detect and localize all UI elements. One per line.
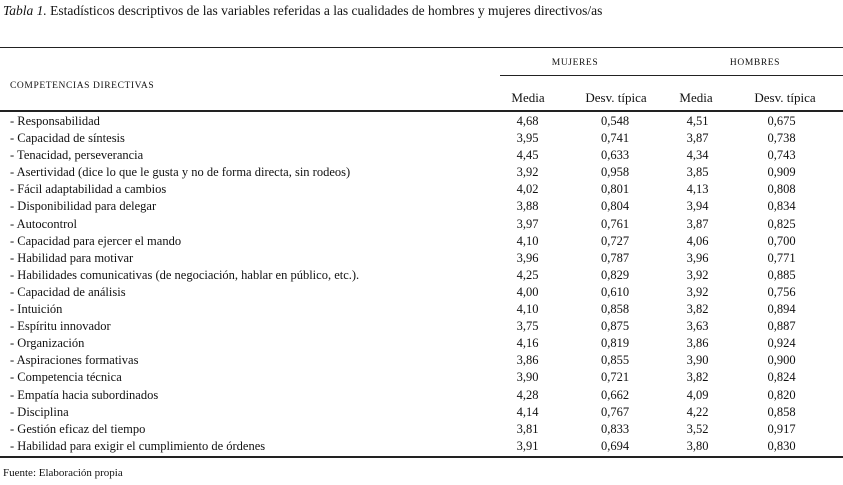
- cell-value: 0,741: [600, 131, 630, 146]
- group-hombres: HOMBRES: [729, 58, 781, 68]
- table-row: [0, 438, 843, 455]
- cell-value: 0,738: [767, 131, 796, 146]
- table-row: [0, 164, 843, 181]
- table-row: [0, 198, 843, 215]
- cell-value: 3,52: [686, 421, 709, 436]
- cell-value: 3,87: [686, 131, 709, 146]
- row-label: - Capacidad de síntesis: [10, 131, 125, 146]
- row-label: - Autocontrol: [10, 216, 78, 231]
- cell-value: 4,10: [516, 233, 539, 248]
- table-row: [0, 181, 843, 198]
- cell-value: 3,92: [516, 165, 539, 180]
- cell-value: 0,909: [767, 165, 796, 180]
- row-label: - Asertividad (dice lo que le gusta y no de forma directa, sin rodeos): [10, 165, 351, 180]
- cell-value: 3,96: [686, 250, 709, 265]
- table-row: [0, 284, 843, 301]
- cell-value: 0,834: [767, 199, 796, 214]
- cell-value: 4,13: [686, 182, 709, 197]
- table-row: [0, 250, 843, 267]
- table-row: [0, 233, 843, 250]
- cell-value: 3,87: [686, 216, 709, 231]
- cell-value: 0,787: [600, 250, 630, 265]
- col-media-mujeres: Media: [511, 90, 545, 105]
- cell-value: 3,96: [516, 250, 539, 265]
- cell-value: 4,16: [516, 336, 539, 351]
- cell-value: 4,00: [516, 284, 539, 299]
- cell-value: 0,875: [600, 319, 630, 334]
- cell-value: 4,25: [516, 267, 539, 282]
- table-row: [0, 335, 843, 352]
- table-row: [0, 267, 843, 284]
- cell-value: 3,82: [686, 302, 709, 317]
- col-desv-mujeres: Desv. típica: [585, 90, 647, 105]
- cell-value: 0,771: [767, 250, 796, 265]
- cell-value: 3,91: [516, 438, 539, 453]
- cell-value: 0,830: [767, 438, 796, 453]
- cell-value: 4,34: [686, 148, 709, 163]
- cell-value: 0,825: [767, 216, 796, 231]
- cell-value: 4,14: [516, 404, 539, 419]
- cell-value: 0,662: [600, 387, 630, 402]
- row-label: - Competencia técnica: [10, 370, 122, 385]
- cell-value: 3,95: [516, 131, 539, 146]
- cell-value: 3,82: [686, 370, 709, 385]
- cell-value: 0,958: [600, 165, 630, 180]
- table-row: [0, 301, 843, 318]
- row-label: - Fácil adaptabilidad a cambios: [10, 182, 167, 197]
- row-label: - Responsabilidad: [10, 114, 100, 128]
- table-row: [0, 216, 843, 233]
- row-label: - Habilidad para motivar: [10, 250, 134, 265]
- row-label: - Disciplina: [10, 404, 69, 419]
- group-mujeres: MUJERES: [551, 58, 599, 68]
- cell-value: 0,808: [767, 182, 796, 197]
- cell-value: 4,02: [516, 182, 539, 197]
- cell-value: 0,824: [767, 370, 796, 385]
- cell-value: 3,92: [686, 284, 709, 299]
- cell-value: 4,10: [516, 302, 539, 317]
- row-label: - Capacidad de análisis: [10, 284, 126, 299]
- cell-value: 0,700: [767, 233, 796, 248]
- row-label: - Tenacidad, perseverancia: [10, 148, 144, 163]
- row-label: - Espíritu innovador: [10, 319, 111, 334]
- cell-value: 0,743: [767, 148, 796, 163]
- cell-value: 3,63: [686, 319, 709, 334]
- cell-value: 0,894: [767, 302, 796, 317]
- cell-value: 0,858: [600, 302, 630, 317]
- row-header: COMPETENCIAS DIRECTIVAS: [10, 81, 155, 91]
- caption-text: Estadísticos descriptivos de las variables referidas a las cualidades de hombres y mujeres directivos/as: [50, 3, 603, 18]
- cell-value: 0,727: [600, 233, 630, 248]
- cell-value: 4,45: [516, 148, 539, 163]
- cell-value: 0,548: [600, 114, 630, 128]
- table-row: [0, 387, 843, 404]
- table-row: [0, 421, 843, 438]
- cell-value: 0,721: [600, 370, 630, 385]
- cell-value: 3,80: [686, 438, 709, 453]
- cell-value: 4,51: [686, 114, 709, 128]
- table-row: [0, 352, 843, 369]
- table-caption: [3, 3, 602, 19]
- row-label: - Disponibilidad para delegar: [10, 199, 157, 214]
- cell-value: 0,820: [767, 387, 796, 402]
- cell-value: 0,819: [600, 336, 630, 351]
- cell-value: 0,924: [767, 336, 796, 351]
- stats-table: [0, 113, 843, 455]
- cell-value: 0,855: [600, 353, 630, 368]
- cell-value: 0,610: [600, 284, 630, 299]
- cell-value: 3,97: [516, 216, 539, 231]
- row-label: - Aspiraciones formativas: [10, 353, 139, 368]
- cell-value: 3,90: [516, 370, 539, 385]
- cell-value: 3,86: [686, 336, 709, 351]
- cell-value: 0,801: [600, 182, 630, 197]
- cell-value: 0,694: [600, 438, 630, 453]
- top-rule: [0, 47, 843, 48]
- table-row: [0, 130, 843, 147]
- cell-value: 0,767: [600, 404, 630, 419]
- cell-value: 0,756: [767, 284, 796, 299]
- row-label: - Gestión eficaz del tiempo: [10, 421, 146, 436]
- cell-value: 3,85: [686, 165, 709, 180]
- cell-value: 3,81: [516, 421, 539, 436]
- cell-value: 0,804: [600, 199, 630, 214]
- table-row: [0, 147, 843, 164]
- group-rule: [500, 75, 843, 76]
- col-media-hombres: Media: [679, 90, 713, 105]
- row-label: - Empatía hacia subordinados: [10, 387, 159, 402]
- cell-value: 3,92: [686, 267, 709, 282]
- cell-value: 3,75: [516, 319, 539, 334]
- cell-value: 3,86: [516, 353, 539, 368]
- cell-value: 3,88: [516, 199, 539, 214]
- cell-value: 3,90: [686, 353, 709, 368]
- cell-value: 0,900: [767, 353, 796, 368]
- table-row: [0, 404, 843, 421]
- bottom-rule: [0, 456, 843, 458]
- cell-value: 4,28: [516, 387, 539, 402]
- cell-value: 3,94: [686, 199, 709, 214]
- source-note: Fuente: Elaboración propia: [3, 467, 123, 479]
- cell-value: 0,887: [767, 319, 796, 334]
- header-rule: [0, 110, 843, 112]
- cell-value: 0,917: [767, 421, 796, 436]
- caption-label: Tabla 1.: [3, 3, 47, 18]
- row-label: - Organización: [10, 336, 85, 351]
- cell-value: 0,858: [767, 404, 796, 419]
- row-label: - Intuición: [10, 302, 63, 317]
- table-row: [0, 318, 843, 335]
- table-row: [0, 369, 843, 386]
- cell-value: 4,68: [516, 114, 539, 128]
- row-label: - Capacidad para ejercer el mando: [10, 233, 182, 248]
- cell-value: 4,09: [686, 387, 709, 402]
- cell-value: 4,06: [686, 233, 709, 248]
- cell-value: 0,633: [600, 148, 630, 163]
- table-row: [0, 113, 843, 130]
- cell-value: 0,833: [600, 421, 630, 436]
- cell-value: 4,22: [686, 404, 709, 419]
- cell-value: 0,829: [600, 267, 630, 282]
- cell-value: 0,885: [767, 267, 796, 282]
- row-label: - Habilidad para exigir el cumplimiento de órdenes: [10, 438, 266, 453]
- cell-value: 0,675: [767, 114, 796, 128]
- cell-value: 0,761: [600, 216, 630, 231]
- row-label: - Habilidades comunicativas (de negociación, hablar en público, etc.).: [10, 267, 360, 282]
- col-desv-hombres: Desv. típica: [754, 90, 816, 105]
